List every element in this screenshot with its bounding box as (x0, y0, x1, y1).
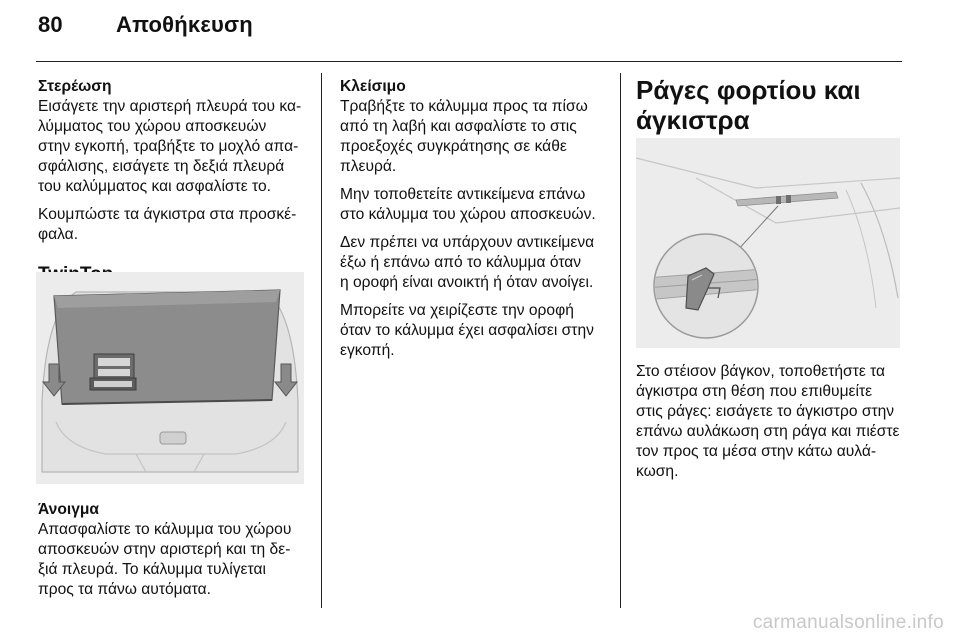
paragraph-hooks-rails (636, 362, 904, 482)
text-line: η οροφή είναι ανοικτή ή όταν ανοίγει. (340, 274, 594, 291)
load-rails-illustration (636, 138, 900, 348)
header-rule (36, 61, 902, 62)
text-line: Κουμπώστε τα άγκιστρα στα προσκέ- (38, 206, 297, 223)
text-line: λύμματος του χώρου αποσκευών (38, 118, 267, 135)
text-line: στο κάλυμμα του χώρου αποσκευών. (340, 206, 596, 223)
text-line: από τη λαβή και ασφαλίστε το στις (340, 118, 577, 135)
text-line: φαλα. (38, 226, 79, 243)
page-number: 80 (38, 12, 63, 37)
section-title-rails (636, 75, 904, 135)
heading-opening: Άνοιγμα (38, 501, 100, 518)
text-line: κωση. (636, 463, 679, 480)
paragraph-roof-warning (340, 233, 612, 293)
text-line: αποσκευών στην αριστερή και τη δε- (38, 541, 291, 558)
watermark-text: carmanualsonline.info (752, 612, 944, 633)
page-header (38, 12, 253, 38)
column-divider-1 (321, 73, 322, 608)
paragraph-roof-operation (340, 301, 612, 361)
paragraph-closing (340, 97, 612, 177)
heading-fastening: Στερέωση (38, 78, 112, 95)
column-2 (340, 77, 612, 361)
text-line: Μην τοποθετείτε αντικείμενα επάνω (340, 186, 586, 203)
page-title: Αποθήκευση (116, 12, 253, 37)
text-line: έξω ή επάνω από το κάλυμμα όταν (340, 254, 582, 271)
text-line: άγκιστρα στη θέση που επιθυμείτε (636, 383, 873, 400)
text-line: στις ράγες: εισάγετε το άγκιστρο στην (636, 403, 895, 420)
text-line: του καλύμματος και ασφαλίστε το. (38, 178, 271, 195)
text-line: προς τα πάνω αυτόματα. (38, 581, 211, 598)
text-line: στην εγκοπή, τραβήξτε το μοχλό απα- (38, 138, 299, 155)
paragraph-opening (38, 520, 313, 600)
text-line: Απασφαλίστε το κάλυμμα του χώρου (38, 521, 292, 538)
paragraph-no-objects (340, 185, 612, 225)
text-line: τον προς τα μέσα στην κάτω αυλά- (636, 443, 877, 460)
column-divider-2 (620, 73, 621, 608)
column-1-bottom (38, 500, 313, 600)
text-line: Τραβήξτε το κάλυμμα προς τα πίσω (340, 98, 588, 115)
text-line: Δεν πρέπει να υπάρχουν αντικείμενα (340, 234, 595, 251)
column-3-bottom (636, 362, 904, 482)
title-line: Ράγες φορτίου και (636, 75, 861, 105)
text-line: Μπορείτε να χειρίζεστε την οροφή (340, 302, 574, 319)
text-line: επάνω αυλάκωση στη ράγα και πιέστε (636, 423, 900, 440)
text-line: Εισάγετε την αριστερή πλευρά του κα- (38, 98, 302, 115)
text-line: σφάλισης, εισάγετε τη δεξιά πλευρά (38, 158, 285, 175)
paragraph-hooks (38, 205, 313, 245)
text-line: όταν το κάλυμμα έχει ασφαλίσει στην (340, 322, 594, 339)
text-line: πλευρά. (340, 158, 397, 175)
text-line: Στο στέισον βάγκον, τοποθετήστε τα (636, 363, 886, 380)
heading-closing: Κλείσιμο (340, 78, 406, 95)
column-1-top (38, 77, 313, 285)
text-line: προεξοχές συγκράτησης σε κάθε (340, 138, 567, 155)
title-line: άγκιστρα (636, 105, 750, 135)
text-line: εγκοπή. (340, 342, 395, 359)
cargo-cover-illustration (36, 272, 304, 484)
paragraph-fastening (38, 97, 313, 197)
text-line: ξιά πλευρά. Το κάλυμμα τυλίγεται (38, 561, 266, 578)
column-3-top (636, 75, 904, 135)
